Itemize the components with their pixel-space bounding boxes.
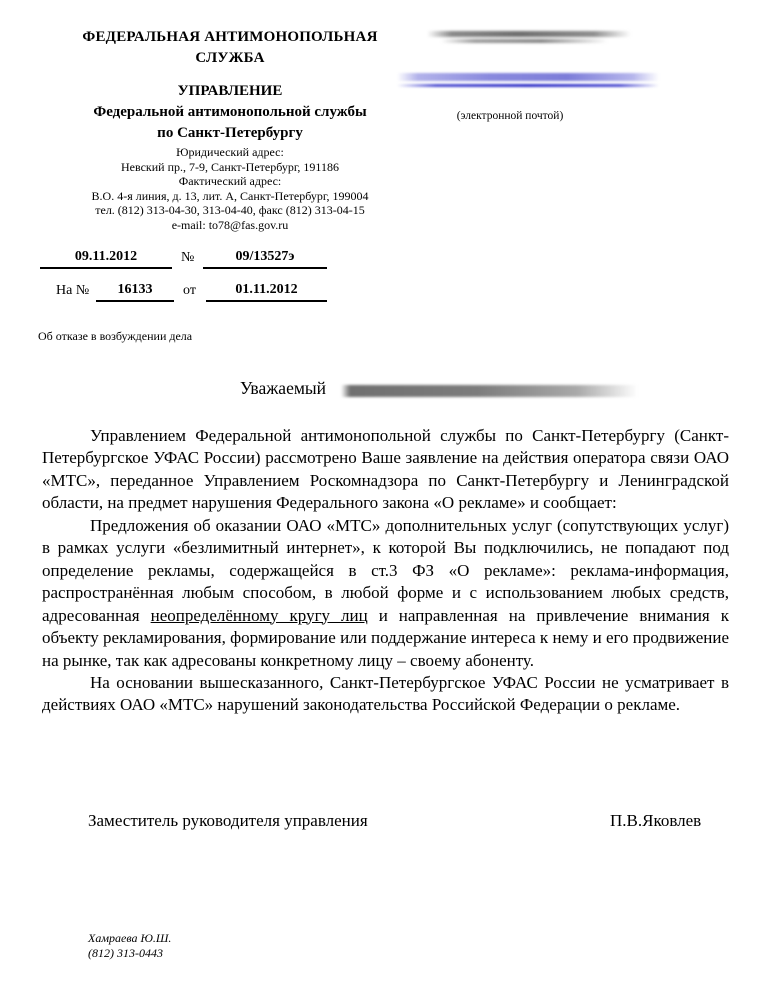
delivery-method-note: (электронной почтой) — [456, 110, 564, 122]
office-subtitle-line1: Федеральной антимонопольной службы — [93, 104, 367, 120]
letterhead-address-block — [30, 145, 430, 233]
redaction-line — [397, 73, 659, 81]
address-line-actual-label: Фактический адрес: — [178, 174, 282, 189]
signer-title: Заместитель руководителя управления — [88, 811, 368, 830]
executor-phone: (812) 313-0443 — [88, 945, 163, 960]
address-line-legal: Невский пр., 7-9, Санкт-Петербург, 191186 — [120, 159, 339, 174]
paragraph-2-text-after: и направленная на привлечение внимания к объекту рекламирования, формирование или поддержание интереса к нему и его продвижение на рынке, так как адресованы конкретному лицу – своему абоненту. — [42, 605, 729, 670]
office-subtitle-line2: по Санкт-Петербургу — [157, 125, 303, 141]
number-sign-label: № — [181, 250, 195, 265]
letterhead-org-block — [30, 27, 430, 144]
from-label: от — [183, 283, 196, 298]
redacted-recipient-block — [427, 31, 631, 48]
salutation-text: Уважаемый — [240, 378, 327, 398]
redacted-addressee-name — [341, 385, 644, 397]
address-line-actual: В.О. 4-я линия, д. 13, лит. А, Санкт-Петербург, 199004 — [91, 188, 369, 203]
executor-name: Хамраева Ю.Ш. — [88, 931, 172, 945]
agency-name: ФЕДЕРАЛЬНАЯ АНТИМОНОПОЛЬНАЯ СЛУЖБА — [82, 29, 378, 66]
address-line-phones: тел. (812) 313-04-30, 313-04-40, факс (812) 313-04-15 — [95, 203, 365, 218]
paragraph-3: На основании вышесказанного, Санкт-Петербургское УФАС России не усматривает в действиях ОАО «МТС» нарушений законодательства Российской Федерации о рекламе. — [42, 672, 729, 715]
incoming-date-field: 01.11.2012 — [206, 282, 327, 302]
paragraph-2 — [42, 515, 729, 672]
signer-name: П.В.Яковлев — [610, 811, 702, 830]
address-line-email: e-mail: to78@fas.gov.ru — [171, 217, 289, 232]
executor-block — [88, 931, 171, 960]
reply-to-label: На № — [56, 283, 90, 298]
subject-line: Об отказе в возбуждении дела — [38, 329, 193, 343]
letter-body — [42, 425, 729, 717]
paragraph-1: Управлением Федеральной антимонопольной службы по Санкт-Петербургу (Санкт-Петербургское УФАС России) рассмотрено Ваше заявление на действия оператора связи ОАО «МТС», переданное Управлением Роскомнадзора по Санкт-Петербургу и Ленинградской области, на предмет нарушения Федерального закона «О рекламе» и сообщает: — [42, 426, 729, 513]
outgoing-number-field: 09/13527э — [203, 249, 327, 269]
outgoing-date-field: 09.11.2012 — [40, 249, 172, 269]
redaction-line — [397, 84, 659, 87]
address-line-legal-label: Юридический адрес: — [176, 145, 284, 159]
underlined-phrase: неопределённому кругу лиц — [150, 605, 368, 625]
redaction-line — [441, 39, 608, 43]
office-title: УПРАВЛЕНИЕ — [177, 83, 283, 99]
paragraph-2-text-before: Предложения об оказании ОАО «МТС» дополнительных услуг (сопутствующих услуг) в рамках услуги «безлимитный интернет», к которой Вы подключились, не попадают под определение рекламы, содержащейся в ст.3 ФЗ «О рекламе»: реклама-информация, распространённая любым способом, в любой форме и с использованием любых средств, адресованная — [42, 515, 729, 625]
redaction-line — [427, 31, 631, 37]
incoming-number-field: 16133 — [96, 282, 174, 302]
redacted-email-line — [397, 73, 659, 95]
